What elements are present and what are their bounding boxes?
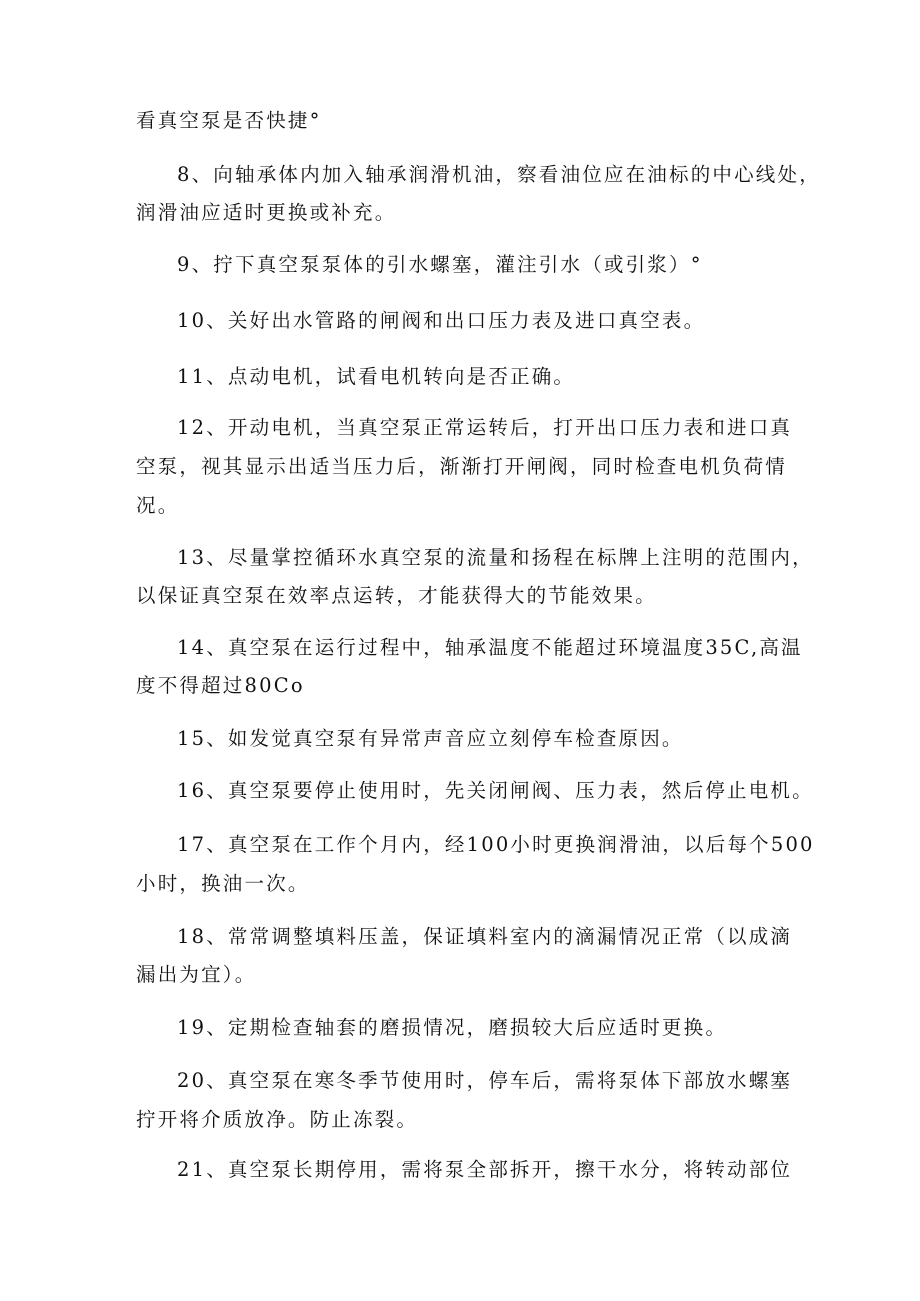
paragraph-line: 拧开将介质放净。防止冻裂。	[136, 1108, 419, 1131]
paragraph-line: 16、真空泵要停止使用时，先关闭闸阀、压力表，然后停止电机。	[177, 779, 814, 802]
paragraph-line: 看真空泵是否快捷°	[136, 109, 322, 132]
paragraph-line: 9、拧下真空泵泵体的引水螺塞，灌注引水（或引浆）°	[177, 253, 703, 276]
paragraph-line: 14、真空泵在运行过程中，轴承温度不能超过环境温度35C,高温	[177, 636, 803, 659]
paragraph-line: 13、尽量掌控循环水真空泵的流量和扬程在标牌上注明的范围内，	[177, 546, 814, 569]
paragraph-line: 小时，换油一次。	[136, 872, 310, 895]
paragraph-line: 10、关好出水管路的闸阀和出口压力表及进口真空表。	[177, 309, 706, 332]
paragraph-line: 以保证真空泵在效率点运转，才能获得大的节能效果。	[136, 584, 657, 607]
paragraph-line: 21、真空泵长期停用，需将泵全部拆开，擦干水分，将转动部位	[177, 1158, 793, 1181]
paragraph-line: 20、真空泵在寒冬季节使用时，停车后，需将泵体下部放水螺塞	[177, 1069, 793, 1092]
paragraph-line: 12、开动电机，当真空泵正常运转后，打开出口压力表和进口真	[177, 416, 793, 439]
paragraph-line: 况。	[136, 494, 180, 517]
paragraph-line: 润滑油应适时更换或补充。	[136, 201, 397, 224]
paragraph-line: 11、点动电机，试看电机转向是否正确。	[177, 365, 576, 388]
paragraph-line: 漏出为宜）。	[136, 963, 257, 986]
paragraph-line: 19、定期检查轴套的磨损情况，磨损较大后应适时更换。	[177, 1016, 728, 1039]
paragraph-line: 18、常常调整填料压盖，保证填料室内的滴漏情况正常（以成滴	[177, 925, 793, 948]
paragraph-line: 17、真空泵在工作个月内，经100小时更换润滑油，以后每个500	[177, 833, 815, 856]
paragraph-line: 8、向轴承体内加入轴承润滑机油，察看油位应在油标的中心线处，	[177, 163, 821, 186]
paragraph-line: 度不得超过80Co	[136, 674, 305, 697]
paragraph-line: 15、如发觉真空泵有异常声音应立刻停车检查原因。	[177, 727, 684, 750]
paragraph-line: 空泵，视其显示出适当压力后，渐渐打开闸阀，同时检查电机负荷情	[136, 455, 788, 478]
